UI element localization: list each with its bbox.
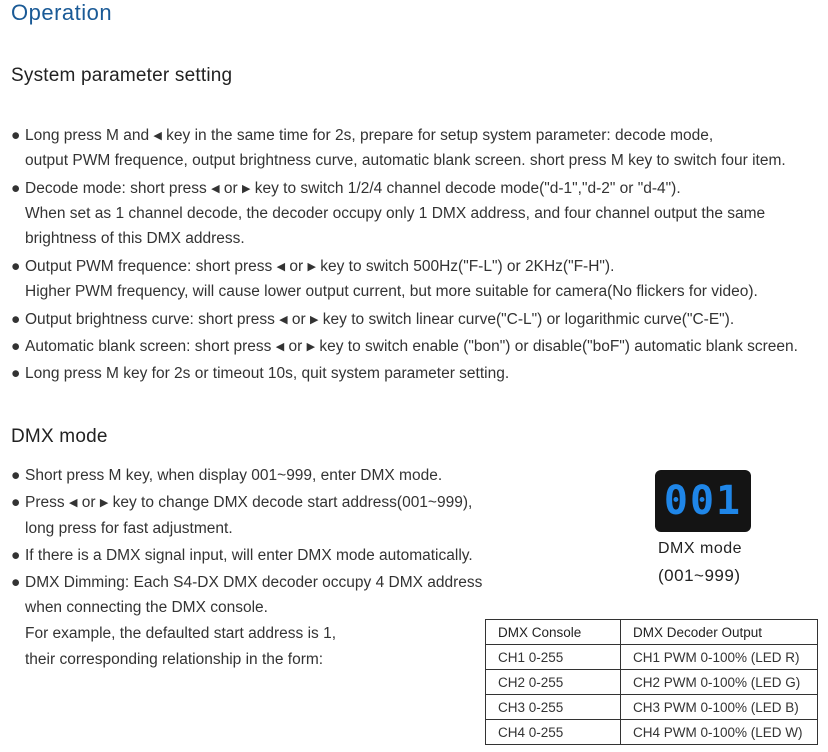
dmx-line-3: long press for fast adjustment.: [25, 520, 233, 537]
system-line-6: ● Output PWM frequence: short press ◀ or ▶ key to switch 500Hz("F-L") or 2KHz("F-H").: [11, 258, 615, 275]
table-cell: CH3 PWM 0-100% (LED B): [621, 695, 818, 720]
system-line-4: When set as 1 channel decode, the decoder occupy only 1 DMX address, and four channel output the same: [25, 205, 766, 222]
display-caption-range: (001~999): [658, 566, 741, 585]
table-row: [486, 670, 818, 695]
left-arrow-icon: ◀: [276, 261, 286, 273]
right-arrow-icon: ▶: [306, 341, 316, 353]
system-line-7: Higher PWM frequency, will cause lower output current, but more suitable for camera(No flickers for video).: [25, 283, 758, 300]
bullet-icon: ●: [11, 467, 21, 484]
bullet-icon: ●: [11, 180, 21, 197]
right-arrow-icon: ▶: [310, 314, 319, 326]
dmx-line-4: ● If there is a DMX signal input, will enter DMX mode automatically.: [11, 547, 473, 564]
left-arrow-icon: ◀: [275, 341, 285, 353]
system-line-1: ● Long press M and ◀ key in the same time for 2s, prepare for setup system parameter: decode mode,: [11, 127, 714, 144]
dmx-line-5: ● DMX Dimming: Each S4-DX DMX decoder occupy 4 DMX address: [11, 574, 483, 591]
left-arrow-icon: ◀: [153, 130, 162, 142]
bullet-icon: ●: [11, 127, 21, 144]
left-arrow-icon: ◀: [68, 497, 78, 509]
right-arrow-icon: ▶: [241, 183, 251, 195]
system-line-3: ● Decode mode: short press ◀ or ▶ key to switch 1/2/4 channel decode mode("d-1","d-2" or "d-4").: [11, 180, 681, 197]
table-row: [486, 695, 818, 720]
dmx-line-1: ● Short press M key, when display 001~999, enter DMX mode.: [11, 467, 443, 484]
dmx-line-8: their corresponding relationship in the form:: [25, 651, 324, 668]
system-line-2: output PWM frequence, output brightness curve, automatic blank screen. short press M key to switch four item.: [25, 152, 786, 169]
bullet-icon: ●: [11, 311, 21, 328]
table-cell: CH4 PWM 0-100% (LED W): [621, 720, 818, 745]
bullet-icon: ●: [11, 494, 21, 511]
dmx-line-7: For example, the defaulted start address is 1,: [25, 625, 337, 642]
bullet-icon: ●: [11, 365, 21, 382]
dmx-mode-heading: DMX mode: [11, 426, 108, 447]
table-cell: CH1 0-255: [486, 645, 621, 670]
display-digits: 001: [663, 478, 743, 524]
table-cell: CH3 0-255: [486, 695, 621, 720]
column-header-console: DMX Console: [486, 620, 621, 645]
table-row: [486, 720, 818, 745]
right-arrow-icon: ▶: [307, 261, 316, 273]
dmx-line-2: ● Press ◀ or ▶ key to change DMX decode start address(001~999),: [11, 494, 473, 511]
table-cell: CH2 0-255: [486, 670, 621, 695]
table-row: [486, 645, 818, 670]
table-cell: CH4 0-255: [486, 720, 621, 745]
bullet-icon: ●: [11, 574, 21, 591]
bullet-icon: ●: [11, 547, 21, 564]
left-arrow-icon: ◀: [279, 314, 288, 326]
right-arrow-icon: ▶: [99, 497, 109, 509]
system-line-5: brightness of this DMX address.: [25, 230, 245, 247]
display-caption-mode: DMX mode: [658, 540, 743, 557]
table-cell: CH2 PWM 0-100% (LED G): [621, 670, 818, 695]
table-header-row: [486, 620, 818, 645]
page-title: Operation: [11, 0, 113, 25]
bullet-icon: ●: [11, 338, 21, 355]
led-display: [655, 470, 751, 532]
dmx-mapping-table: [485, 619, 818, 745]
system-line-8: ● Output brightness curve: short press ◀ or ▶ key to switch linear curve("C-L") or logarithmic curve("C-E").: [11, 311, 735, 328]
system-line-10: ● Long press M key for 2s or timeout 10s, quit system parameter setting.: [11, 365, 510, 382]
dmx-line-6: when connecting the DMX console.: [25, 599, 268, 616]
bullet-icon: ●: [11, 258, 21, 275]
left-arrow-icon: ◀: [211, 183, 220, 195]
system-line-9: ● Automatic blank screen: short press ◀ or ▶ key to switch enable ("bon") or disable("boF") automatic blank screen.: [11, 338, 798, 355]
column-header-output: DMX Decoder Output: [621, 620, 818, 645]
table-cell: CH1 PWM 0-100% (LED R): [621, 645, 818, 670]
system-parameter-heading: System parameter setting: [11, 65, 233, 86]
